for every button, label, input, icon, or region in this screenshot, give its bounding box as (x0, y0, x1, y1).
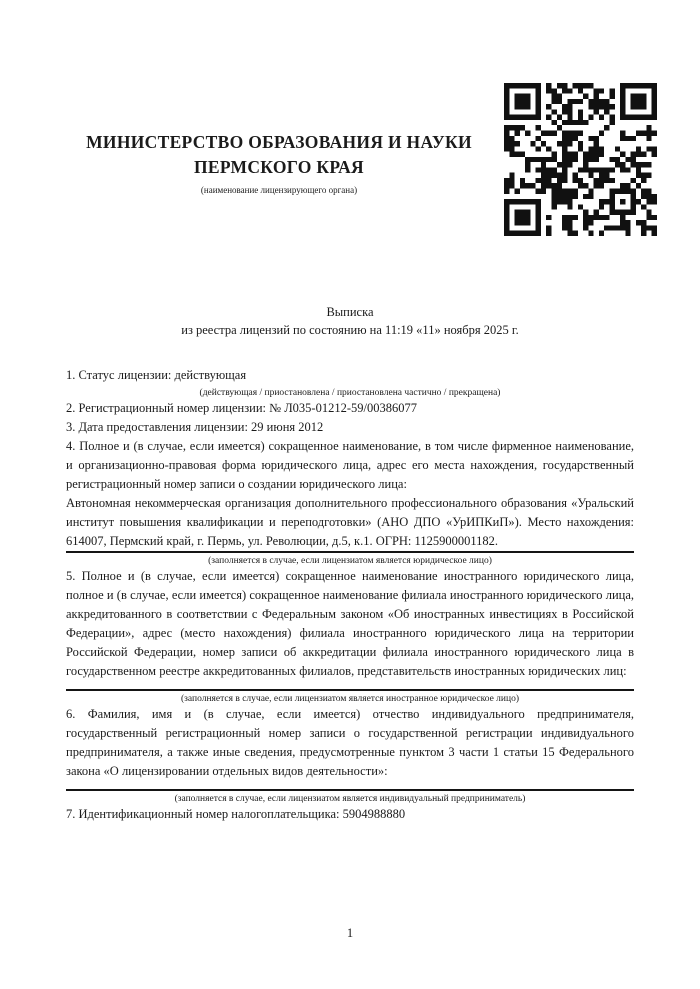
licensing-authority-caption: (наименование лицензирующего органа) (200, 185, 358, 195)
item-4-legal-entity-caption: (заполняется в случае, если лицензиатом является юридическое лицо) (208, 556, 492, 566)
page-number: 1 (346, 926, 354, 940)
item-5-foreign-entity-caption: (заполняется в случае, если лицензиатом является иностранное юридическое лицо) (181, 694, 519, 704)
item-2-registration-number: 2. Регистрационный номер лицензии: № Л035-01212-59/00386077 (66, 401, 417, 415)
item-3-license-grant-date: 3. Дата предоставления лицензии: 29 июня 2012 (66, 420, 324, 434)
item-6-empty-field (66, 781, 634, 791)
item-4-legal-entity-value: Автономная некоммерческая организация дополнительного профессионального образования «Уральский институт повышения квалификации и переподготовки» (АНО ДПО «УрИПКиП»). Место нахождения: 614007, Пермский край, г. Пермь, ул. Революции, д.5, к.1. ОГРН: 1125900001182. (66, 494, 634, 553)
item-1-status-options-caption: (действующая / приостановлена / приостановлена частично / прекращена) (199, 388, 501, 398)
extract-title: Выписка (326, 305, 374, 319)
item-6-entrepreneur-caption: (заполняется в случае, если лицензиатом является индивидуальный предприниматель) (174, 794, 526, 804)
qr-code-icon (504, 83, 657, 236)
extract-title-block (66, 304, 634, 339)
extract-subtitle: из реестра лицензий по состоянию на 11:19 «11» ноября 2025 г. (181, 322, 519, 337)
item-5-foreign-entity-heading: 5. Полное и (в случае, если имеется) сокращенное наименование иностранного юридического лица, полное и (в случае, если имеется) сокращенное наименование филиала иностранного юридического лица, аккредитованного в соответствии с Федеральным законом «Об иностранных инвестициях в Российской Федерации», адрес (место нахождения) филиала иностранного юридического лица на территории Российской Федерации, номер записи об аккредитации филиала иностранного юридического лица в государственном реестре аккредитованных филиалов, представительств иностранных юридических лиц: (66, 569, 634, 678)
document-header (66, 130, 492, 196)
item-5-empty-field (66, 681, 634, 691)
item-6-entrepreneur-heading: 6. Фамилия, имя и (в случае, если имеется) отчество индивидуального предпринимателя, государственный регистрационный номер записи о государственной регистрации индивидуального предпринимателя, а также иные сведения, предусмотренные пунктом 3 части 1 статьи 15 Федерального закона «О лицензировании отдельных видов деятельности»: (66, 707, 634, 778)
item-7-taxpayer-number: 7. Идентификационный номер налогоплательщика: 5904988880 (66, 807, 406, 821)
item-1-license-status: 1. Статус лицензии: действующая (66, 368, 247, 382)
extract-body (66, 366, 634, 824)
item-4-legal-entity-heading: 4. Полное и (в случае, если имеется) сокращенное наименование, в том числе фирменное наименование, и организационно-правовая форма юридического лица, адрес его места нахождения, государственный регистрационный номер записи о создании юридического лица: (66, 439, 634, 491)
ministry-name-line1: МИНИСТЕРСТВО ОБРАЗОВАНИЯ И НАУКИ (86, 132, 472, 152)
ministry-name-line2: ПЕРМСКОГО КРАЯ (194, 157, 364, 177)
